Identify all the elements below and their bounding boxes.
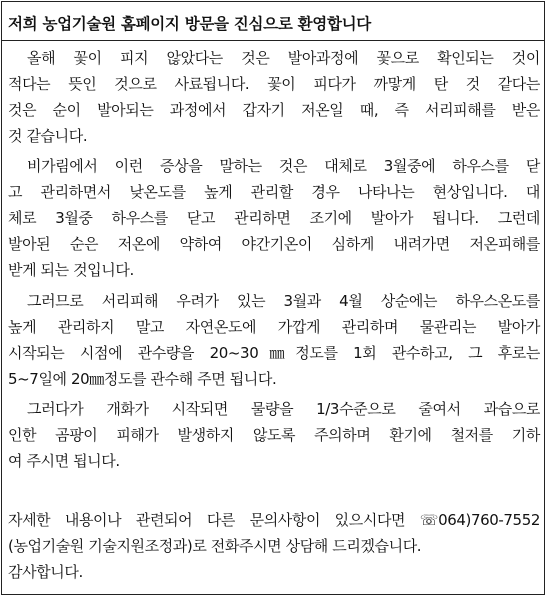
paragraph-1-line-3: 것은 순이 발아되는 과정에서 갑자기 저온일 때, 즉 서리피해를 받은 [8, 101, 540, 119]
paragraph-4-line-1: 그러다가 개화가 시작되면 물량을 1/3수준으로 줄여서 과습으로 [27, 400, 540, 418]
paragraph-4-line-2: 인한 곰팡이 피해가 발생하지 않도록 주의하며 환기에 철저를 기하 [8, 426, 540, 444]
paragraph-3-line-3: 시작되는 시점에 관수량을 20~30㎜정도를 1회 관수하고, 그 후로는 [8, 344, 540, 362]
paragraph-3-line-2: 높게 관리하지 말고 자연온도에 가깝게 관리하며 물관리는 발아가 [8, 318, 540, 336]
paragraph-1-line-1: 올해 꽃이 피지 않았다는 것은 발아과정에 꽃으로 확인되는 것이 [27, 49, 540, 67]
document-title: 저희 농업기술원 홈페이지 방문을 진심으로 환영합니다 [8, 15, 371, 33]
title-divider [2, 40, 544, 41]
contact-line-3: 감사합니다. [8, 563, 83, 581]
paragraph-2-line-5: 받게 되는 것입니다. [8, 261, 134, 279]
contact-line-1: 자세한 내용이나 관련되어 다른 문의사항이 있으시다면 ☏064)760-7552 [8, 511, 540, 529]
paragraph-3-line-1: 그러므로 서리피해 우려가 있는 3월과 4월 상순에는 하우스온도를 [27, 292, 540, 310]
paragraph-1-line-4: 것 같습니다. [8, 127, 88, 145]
paragraph-3-line-4: 5~7일에 20㎜정도를 관수해 주면 됩니다. [8, 370, 277, 388]
paragraph-2-line-3: 체로 3월중 하우스를 닫고 관리하면 조기에 발아가 됩니다. 그런데 [8, 209, 540, 227]
paragraph-2-line-4: 발아된 순은 저온에 약하여 야간기온이 심하게 내려가면 저온피해를 [8, 235, 540, 253]
document-frame [1, 1, 545, 595]
paragraph-2-line-1: 비가림에서 이런 증상을 말하는 것은 대체로 3월중에 하우스를 닫 [27, 157, 540, 175]
paragraph-1-line-2: 적다는 뜻인 것으로 사료됩니다. 꽃이 피다가 까맣게 탄 것 같다는 [8, 75, 540, 93]
paragraph-2-line-2: 고 관리하면서 낮온도를 높게 관리할 경우 나타나는 현상입니다. 대 [8, 183, 540, 201]
paragraph-4-line-3: 여 주시면 됩니다. [8, 452, 120, 470]
contact-line-2: (농업기술원 기술지원조정과)로 전화주시면 상담해 드리겠습니다. [8, 537, 422, 555]
